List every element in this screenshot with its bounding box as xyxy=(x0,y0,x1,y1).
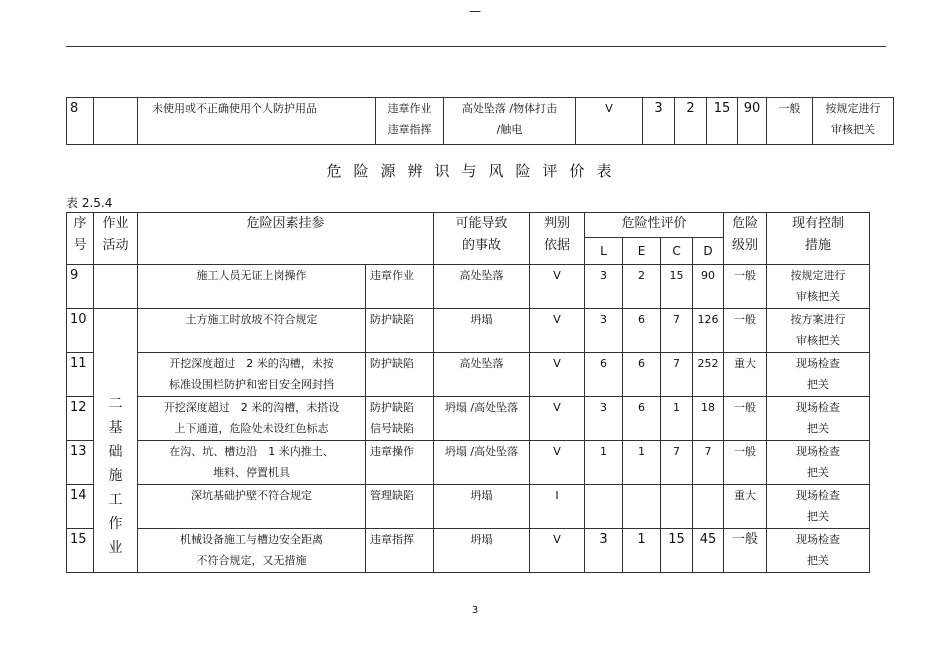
row-C: 7 xyxy=(661,309,693,353)
row-category: 违章指挥 xyxy=(366,529,434,573)
row-E: 6 xyxy=(623,397,661,441)
row-C: 15 xyxy=(707,98,738,145)
row-C: 7 xyxy=(661,441,693,485)
hazard-table xyxy=(66,212,870,573)
row-control: 按方案进行 审核把关 xyxy=(767,309,870,353)
row-no: 9 xyxy=(67,265,94,309)
header-accident: 可能导致 的事故 xyxy=(434,213,530,265)
row-control: 按规定进行 审核把关 xyxy=(813,98,894,145)
row-E: 1 xyxy=(623,529,661,573)
row-E xyxy=(623,485,661,529)
row-E: 6 xyxy=(623,353,661,397)
row-no: 11 xyxy=(67,353,94,397)
page-title: 危险源辨识与风险评价表 xyxy=(326,162,624,180)
header-basis: 判别 依据 xyxy=(530,213,585,265)
row-control: 现场检查 把关 xyxy=(767,353,870,397)
row-D xyxy=(693,485,724,529)
row-accident: 坍塌 xyxy=(434,485,530,529)
row-E: 2 xyxy=(675,98,707,145)
row-level: 一般 xyxy=(724,441,767,485)
row-control: 现场检查 把关 xyxy=(767,485,870,529)
row-accident: 坍塌 xyxy=(434,529,530,573)
row-L xyxy=(585,485,623,529)
row-D: 7 xyxy=(693,441,724,485)
header-D: D xyxy=(693,238,724,265)
top-continuation-table xyxy=(66,97,894,145)
row-category: 违章作业 xyxy=(366,265,434,309)
row-accident: 高处坠落 xyxy=(434,265,530,309)
row-category: 违章作业 违章指挥 xyxy=(376,98,444,145)
row-no: 12 xyxy=(67,397,94,441)
row-D: 90 xyxy=(738,98,767,145)
row-E: 2 xyxy=(623,265,661,309)
row-factor: 机械设备施工与槽边安全距离 不符合规定，又无措施 xyxy=(138,529,366,573)
header-rule xyxy=(66,46,886,47)
row-basis: V xyxy=(530,309,585,353)
row-L: 3 xyxy=(585,309,623,353)
row-factor: 开挖深度超过 2 米的沟槽，未搭设 上下通道，危险处未设红色标志 xyxy=(138,397,366,441)
header-C: C xyxy=(661,238,693,265)
row-accident: 高处坠落 xyxy=(434,353,530,397)
table-row xyxy=(67,309,870,353)
row-no: 8 xyxy=(67,98,94,145)
row-D: 45 xyxy=(693,529,724,573)
row-L: 1 xyxy=(585,441,623,485)
row-D: 126 xyxy=(693,309,724,353)
table-row xyxy=(67,485,870,529)
row-activity xyxy=(94,265,138,309)
row-basis: V xyxy=(530,441,585,485)
row-basis: V xyxy=(530,353,585,397)
row-factor: 在沟、坑、槽边沿 1 米内推土、 堆料、停置机具 xyxy=(138,441,366,485)
row-accident: 坍塌 /高处坠落 xyxy=(434,397,530,441)
row-E: 6 xyxy=(623,309,661,353)
row-C: 15 xyxy=(661,529,693,573)
row-basis: I xyxy=(530,485,585,529)
header-mark: — xyxy=(469,4,481,18)
row-control: 现场检查 把关 xyxy=(767,441,870,485)
row-level: 一般 xyxy=(767,98,813,145)
row-factor: 开挖深度超过 2 米的沟槽，未按 标准设围栏防护和密目安全网封挡 xyxy=(138,353,366,397)
row-accident: 高处坠落 /物体打击 /触电 xyxy=(444,98,576,145)
row-category: 防护缺陷 xyxy=(366,309,434,353)
page-number: 3 xyxy=(471,605,479,616)
row-category: 管理缺陷 xyxy=(366,485,434,529)
header-control: 现有控制 措施 xyxy=(767,213,870,265)
header-no: 序 号 xyxy=(67,213,94,265)
row-category: 防护缺陷 信号缺陷 xyxy=(366,397,434,441)
table-row xyxy=(67,353,870,397)
row-accident: 坍塌 xyxy=(434,309,530,353)
row-activity xyxy=(94,98,138,145)
row-basis: V xyxy=(576,98,643,145)
row-D: 252 xyxy=(693,353,724,397)
row-accident: 坍塌 /高处坠落 xyxy=(434,441,530,485)
table-row xyxy=(67,397,870,441)
table-row xyxy=(67,441,870,485)
row-basis: V xyxy=(530,265,585,309)
row-level: 一般 xyxy=(724,529,767,573)
row-L: 3 xyxy=(585,265,623,309)
row-basis: V xyxy=(530,397,585,441)
row-factor: 深坑基础护壁不符合规定 xyxy=(138,485,366,529)
row-factor: 施工人员无证上岗操作 xyxy=(138,265,366,309)
row-no: 15 xyxy=(67,529,94,573)
row-category: 违章操作 xyxy=(366,441,434,485)
table-row xyxy=(67,529,870,573)
merged-activity: 二 基 础 施 工 作 业 xyxy=(94,309,138,573)
row-D: 90 xyxy=(693,265,724,309)
header-L: L xyxy=(585,238,623,265)
row-factor: 未使用或不正确使用个人防护用品 xyxy=(138,98,376,145)
header-eval: 危险性评价 xyxy=(585,213,724,238)
row-control: 按规定进行 审核把关 xyxy=(767,265,870,309)
row-level: 重大 xyxy=(724,485,767,529)
row-C xyxy=(661,485,693,529)
table-label: 表 2.5.4 xyxy=(66,196,113,210)
row-no: 13 xyxy=(67,441,94,485)
row-level: 一般 xyxy=(724,309,767,353)
row-E: 1 xyxy=(623,441,661,485)
header-E: E xyxy=(623,238,661,265)
row-L: 3 xyxy=(585,529,623,573)
row-control: 现场检查 把关 xyxy=(767,397,870,441)
header-factor: 危险因素挂参 xyxy=(138,213,434,265)
header-activity: 作业 活动 xyxy=(94,213,138,265)
row-factor: 土方施工时放坡不符合规定 xyxy=(138,309,366,353)
row-C: 15 xyxy=(661,265,693,309)
header-row xyxy=(67,213,870,238)
row-no: 10 xyxy=(67,309,94,353)
row-level: 一般 xyxy=(724,265,767,309)
header-level: 危险 级别 xyxy=(724,213,767,265)
row-L: 3 xyxy=(643,98,675,145)
table-row xyxy=(67,265,870,309)
table-row xyxy=(67,98,894,145)
row-L: 6 xyxy=(585,353,623,397)
row-category: 防护缺陷 xyxy=(366,353,434,397)
row-D: 18 xyxy=(693,397,724,441)
row-C: 1 xyxy=(661,397,693,441)
row-C: 7 xyxy=(661,353,693,397)
row-level: 一般 xyxy=(724,397,767,441)
row-basis: V xyxy=(530,529,585,573)
row-control: 现场检查 把关 xyxy=(767,529,870,573)
row-level: 重大 xyxy=(724,353,767,397)
row-no: 14 xyxy=(67,485,94,529)
row-L: 3 xyxy=(585,397,623,441)
